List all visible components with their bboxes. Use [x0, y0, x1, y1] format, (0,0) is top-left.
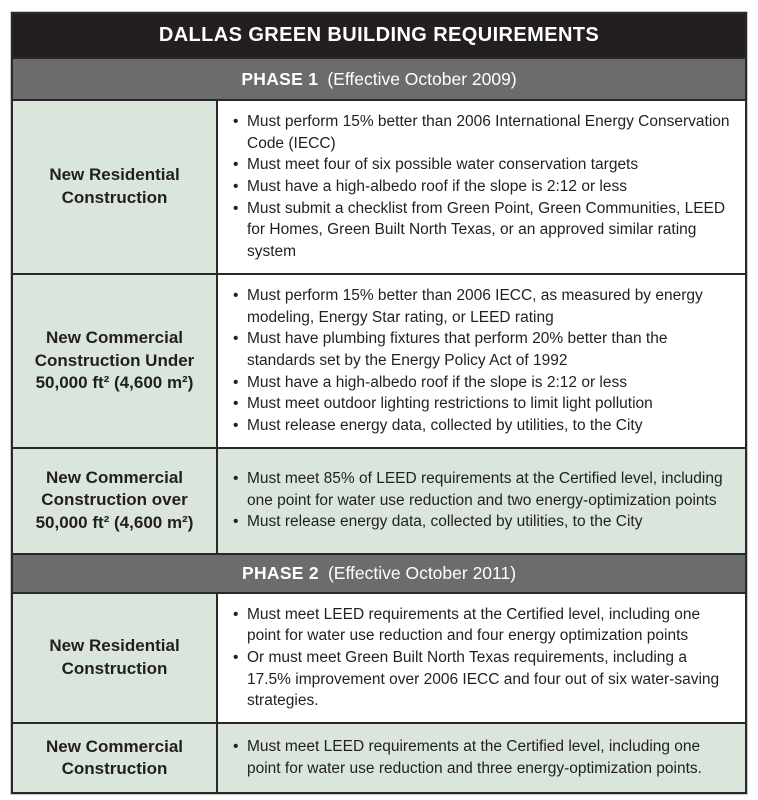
requirement-text: Must release energy data, collected by utilities, to the City [247, 416, 643, 434]
requirement-text: Must have plumbing fixtures that perform 20% better than the standards set by the Energy Policy Act of 1992 [247, 330, 668, 369]
requirement-text: Must submit a checklist from Green Point, Green Communities, LEED for Homes, Green Built North Texas, or an approved similar rating system [247, 199, 726, 261]
requirements-list [233, 285, 733, 437]
requirements-list [233, 111, 733, 263]
bullet-icon: • [233, 330, 239, 348]
requirements-list [233, 604, 733, 712]
category-line: 50,000 ft² (4,600 m²) [35, 372, 194, 392]
row-p1-new-residential-construction [13, 99, 745, 273]
bullet-icon: • [233, 513, 239, 531]
bullet-icon: • [233, 156, 239, 174]
requirement-text: Must meet four of six possible water conservation targets [247, 156, 639, 174]
table-title: DALLAS GREEN BUILDING REQUIREMENTS [13, 14, 745, 57]
category-cell-p2-commercial [13, 724, 218, 792]
requirement-text: Or must meet Green Built North Texas requirements, including a 17.5% improvement over 2006 IECC and four out of six water-saving strategies. [247, 649, 720, 710]
category-cell-p1-commercial-under [13, 275, 218, 447]
phase-2-name: PHASE 2 [241, 562, 319, 583]
list-item [233, 111, 733, 154]
row-p2-new-residential-construction [13, 592, 745, 722]
row-p1-new-commercial-over-50000 [13, 447, 745, 553]
list-item [233, 198, 733, 263]
category-line: Construction over [41, 490, 188, 510]
list-item [233, 736, 733, 779]
category-line: New Commercial [46, 467, 183, 487]
list-item [233, 604, 733, 647]
list-item [233, 647, 733, 712]
list-item [233, 468, 733, 511]
bullet-icon: • [233, 470, 239, 488]
requirement-text: Must have a high-albedo roof if the slope is 2:12 or less [247, 373, 627, 391]
requirement-text: Must meet LEED requirements at the Certified level, including one point for water use reduction and three energy-optimization points. [247, 738, 702, 778]
requirement-text: Must meet LEED requirements at the Certified level, including one point for water use reduction and four energy optimization points [247, 605, 701, 645]
category-line: New Commercial [46, 736, 183, 756]
requirement-text: Must perform 15% better than 2006 International Energy Conservation Code (IECC) [247, 113, 730, 152]
phase-2-bar [13, 553, 745, 592]
phase-1-name: PHASE 1 [241, 68, 319, 89]
bullet-icon: • [233, 286, 239, 304]
category-cell-p1-residential [13, 101, 218, 273]
bullet-icon: • [233, 649, 239, 666]
row-p1-new-commercial-under-50000 [13, 273, 745, 447]
requirement-text: Must meet outdoor lighting restrictions to limit light pollution [247, 395, 653, 413]
category-line: 50,000 ft² (4,600 m²) [35, 512, 194, 532]
green-building-requirements-table [11, 12, 747, 794]
requirements-cell-p1-commercial-under [218, 275, 745, 447]
phase-2-effective-date: (Effective October 2011) [327, 562, 517, 583]
category-line: New Residential [49, 636, 180, 656]
list-item [233, 415, 733, 437]
category-line: Construction [61, 658, 168, 678]
requirements-list [233, 736, 733, 779]
phase-1-bar [13, 57, 745, 99]
requirements-cell-p1-commercial-over [218, 449, 745, 553]
bullet-icon: • [233, 178, 239, 196]
requirement-text: Must have a high-albedo roof if the slope is 2:12 or less [247, 178, 627, 196]
list-item [233, 393, 733, 415]
requirement-text: Must release energy data, collected by utilities, to the City [247, 513, 643, 531]
bullet-icon: • [233, 113, 239, 130]
bullet-icon: • [233, 605, 239, 623]
bullet-icon: • [233, 738, 239, 756]
category-line: New Residential [49, 165, 180, 185]
row-p2-new-commercial-construction [13, 722, 745, 792]
bullet-icon: • [233, 373, 239, 391]
bullet-icon: • [233, 416, 239, 434]
requirement-text: Must perform 15% better than 2006 IECC, as measured by energy modeling, Energy Star rating, or LEED rating [247, 286, 703, 326]
bullet-icon: • [233, 395, 239, 413]
category-line: New Commercial [46, 328, 183, 348]
list-item [233, 511, 733, 533]
category-line: Construction [61, 759, 168, 779]
list-item [233, 372, 733, 394]
requirements-list [233, 468, 733, 533]
list-item [233, 176, 733, 198]
category-cell-p1-commercial-over [13, 449, 218, 553]
list-item [233, 328, 733, 371]
category-line: Construction [61, 187, 168, 207]
requirements-cell-p1-residential [218, 101, 745, 273]
requirements-cell-p2-residential [218, 594, 745, 722]
list-item [233, 154, 733, 176]
list-item [233, 285, 733, 328]
bullet-icon: • [233, 199, 239, 217]
category-cell-p2-residential [13, 594, 218, 722]
requirements-cell-p2-commercial [218, 724, 745, 792]
requirement-text: Must meet 85% of LEED requirements at the Certified level, including one point for water use reduction and two energy-optimization points [247, 470, 723, 509]
category-line: Construction Under [34, 350, 195, 370]
phase-1-effective-date: (Effective October 2009) [327, 68, 517, 89]
